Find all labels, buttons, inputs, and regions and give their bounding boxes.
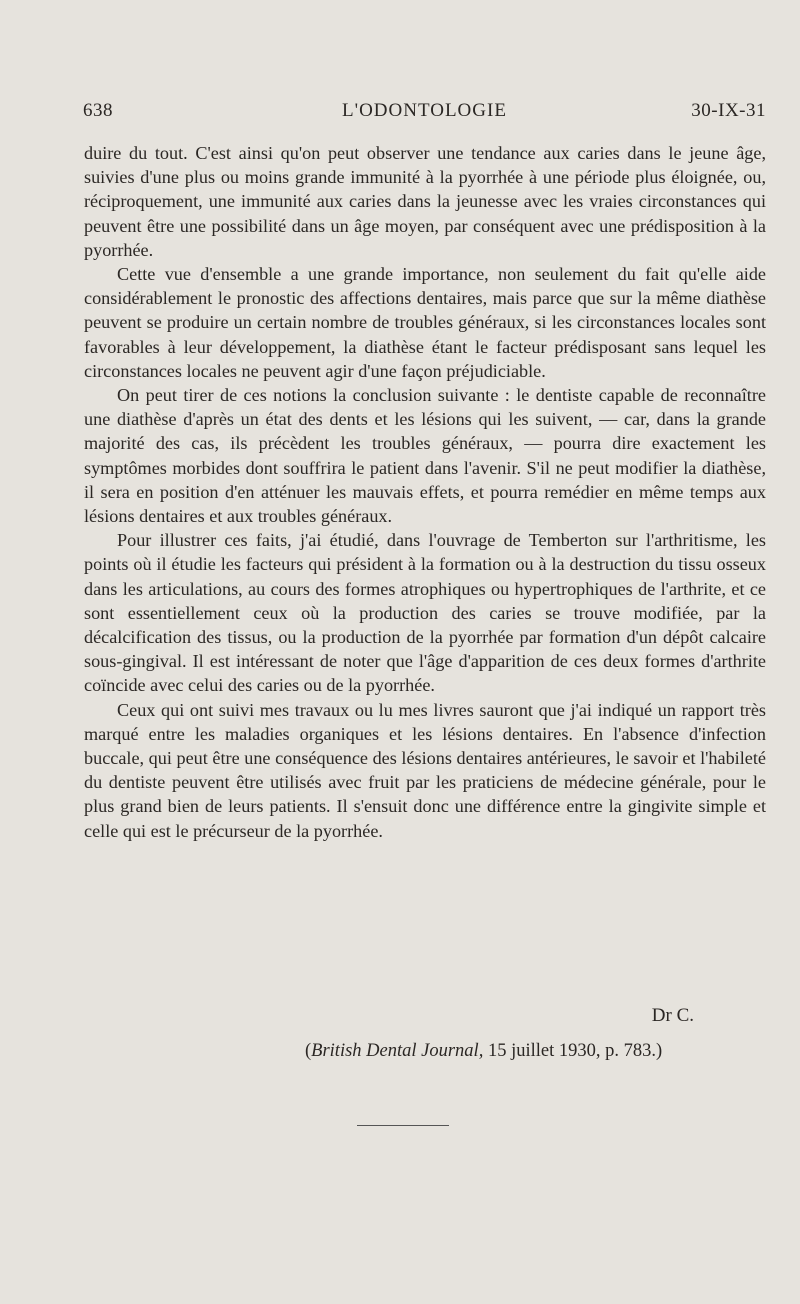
page-header bbox=[83, 100, 766, 130]
article-body bbox=[84, 141, 766, 843]
citation-details: 15 juillet 1930, p. 783.) bbox=[483, 1041, 663, 1061]
running-title: L'ODONTOLOGIE bbox=[342, 100, 507, 121]
citation-journal: British Dental Journal, bbox=[311, 1041, 484, 1061]
paragraph-4: Pour illustrer ces faits, j'ai étudié, dans l'ouvrage de Temberton sur l'arthritisme, les points où il étudie les facteurs qui président à la formation ou à la destruction du tissu osseux dans les articulations, au cours des formes atrophiques ou hypertrophiques de l'arthrite, et ce sont essentiellement ceux où la production des caries se trouve modifiée, par la décalcification des tissus, ou la production de la pyorrhée par formation d'un dépôt calcaire sous-gingival. Il est intéressant de noter que l'âge d'apparition de ces deux formes d'arthrite coïncide avec celui des caries ou de la pyorrhée. bbox=[84, 530, 766, 696]
paragraph-5: Ceux qui ont suivi mes travaux ou lu mes livres sauront que j'ai indiqué un rapport très marqué entre les maladies organiques et les lésions dentaires. En l'absence d'infection buccale, qui peut être une conséquence des lésions dentaires antérieures, le savoir et l'habileté du dentiste peuvent être utilisés avec fruit par les praticiens de médecine générale, pour le plus grand bien de leurs patients. Il s'ensuit donc une différence entre la gingivite simple et celle qui est le précurseur de la pyorrhée. bbox=[84, 699, 766, 841]
paragraph-1: duire du tout. C'est ainsi qu'on peut observer une tendance aux caries dans le jeune âge, suivies d'une plus ou moins grande immunité à la pyorrhée à une période plus éloignée, ou, réciproquement, une immunité aux caries dans la jeunesse avec les vraies circonstances qui peuvent être une possibilité dans un âge moyen, par conséquent avec une prédisposition à la pyorrhée. bbox=[84, 143, 766, 260]
issue-date: 30-IX-31 bbox=[691, 100, 766, 121]
source-citation bbox=[305, 1041, 662, 1062]
paragraph-3: On peut tirer de ces notions la conclusion suivante : le dentiste capable de reconnaître une diathèse d'après un état des dents et les lésions qui les suivent, — car, dans la grande majorité des cas, ils précèdent les troubles généraux, — pourra dire exactement les symptômes morbides dont souffrira le patient dans l'avenir. S'il ne peut modifier la diathèse, il sera en position d'en atténuer les mauvais effets, et pourra remédier en même temps aux lésions dentaires et aux troubles généraux. bbox=[84, 385, 766, 527]
citation-open: ( bbox=[305, 1041, 312, 1061]
page-number: 638 bbox=[83, 100, 113, 121]
author-signature: Dr C. bbox=[651, 1005, 694, 1026]
end-rule bbox=[357, 1125, 449, 1126]
paragraph-2: Cette vue d'ensemble a une grande importance, non seulement du fait qu'elle aide considérablement le pronostic des affections dentaires, mais parce que sur la même diathèse peuvent se produire un certain nombre de troubles généraux, si les circonstances locales sont favorables à leur développement, la diathèse étant le facteur prédisposant sans lequel les circonstances locales ne peuvent agir d'une façon préjudiciable. bbox=[84, 264, 766, 381]
